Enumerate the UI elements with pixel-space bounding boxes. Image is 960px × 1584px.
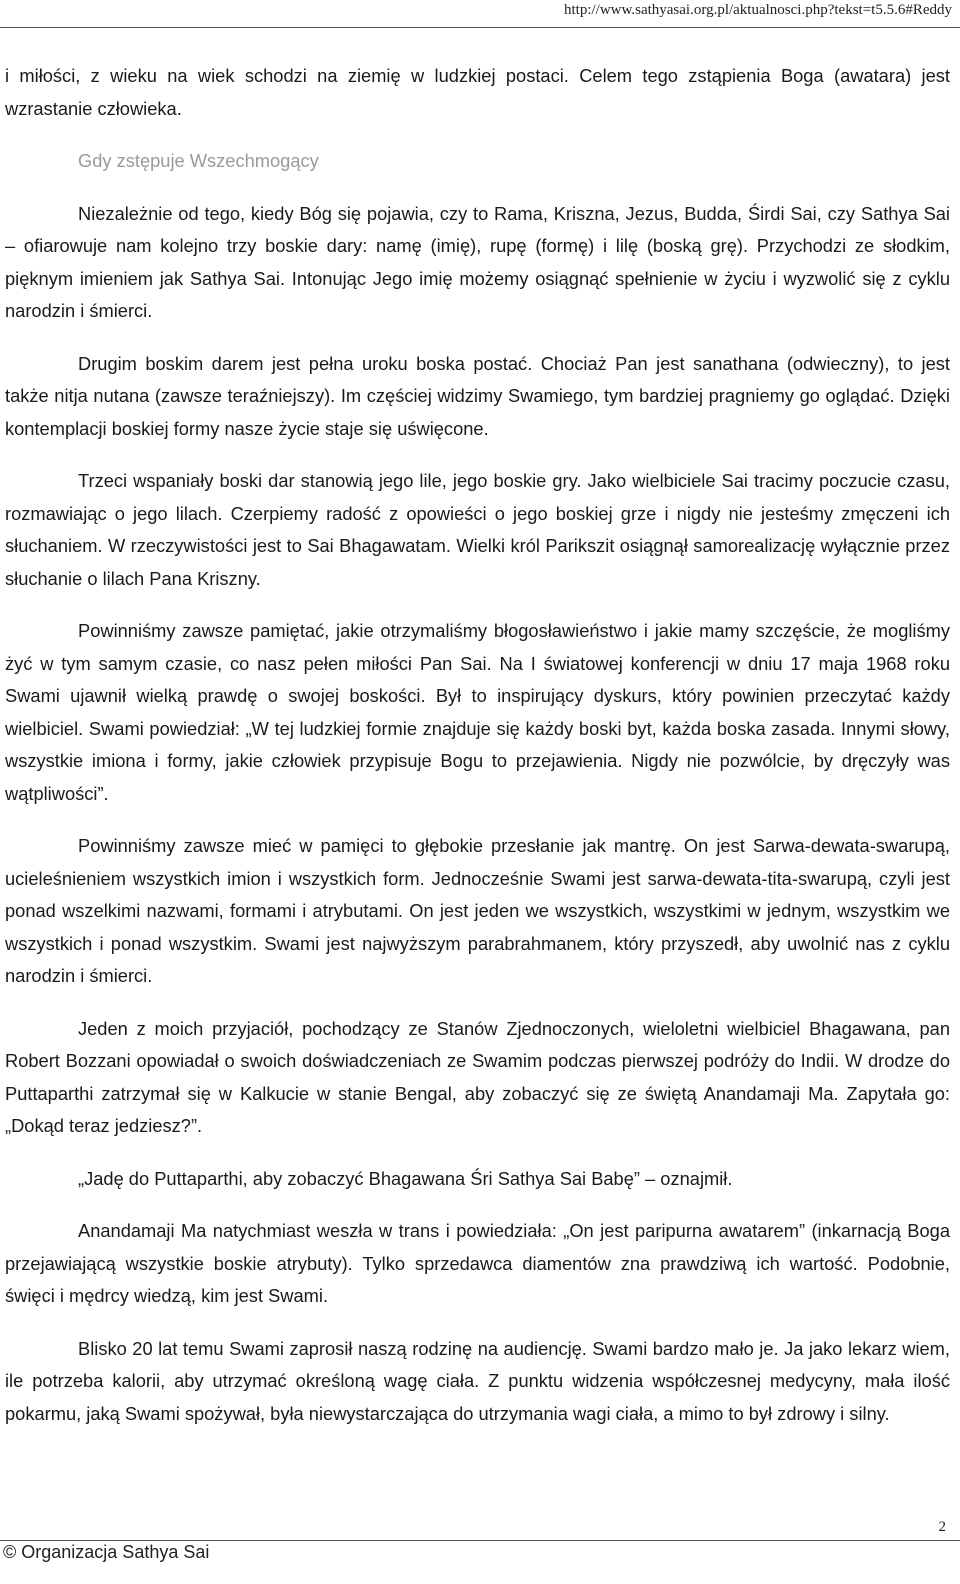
paragraph-5: Powinniśmy zawsze mieć w pamięci to głębokie przesłanie jak mantrę. On jest Sarwa-dewata-swarupą, ucieleśnieniem wszystkich imion i wszystkich form. Jednocześnie Swami jest sarwa-dewata-tita-swarupą, czyli jest ponad wszelkimi nazwami, formami i atrybutami. On jest jeden we wszystkich, wszystkimi w jednym, wszystkim we wszystkich i ponad wszystkim. Swami jest najwyższym parabrahmanem, który przyszedł, aby uwolnić nas z cyklu narodzin i śmierci. (5, 835, 950, 986)
footer-organization: © Organizacja Sathya Sai (3, 1542, 210, 1562)
article-body (5, 60, 950, 1450)
paragraph-4: Powinniśmy zawsze pamiętać, jakie otrzymaliśmy błogosławieństwo i jakie mamy szczęście, że mogliśmy żyć w tym samym czasie, co nasz pełen miłości Pan Sai. Na I światowej konferencji w dniu 17 maja 1968 roku Swami ujawnił wielką prawdę o swojej boskości. Był to inspirujący dyskurs, który powinien przeczytać każdy wielbiciel. Swami powiedział: „W tej ludzkiej formie znajduje się każdy boski byt, każda boska zasada. Innymi słowy, wszystkie imiona i formy, jakie człowiek przypisuje Bogu to przejawienia. Nigdy nie pozwólcie, by dręczyły was wątpliwości”. (5, 620, 950, 804)
intro-paragraph: i miłości, z wieku na wiek schodzi na ziemię w ludzkiej postaci. Celem tego zstąpienia Boga (awatara) jest wzrastanie człowieka. (5, 65, 950, 119)
header-source-url: http://www.sathyasai.org.pl/aktualnosci.php?tekst=t5.5.6#Reddy (564, 2, 952, 18)
paragraph-7: „Jadę do Puttaparthi, aby zobaczyć Bhagawana Śri Sathya Sai Babę” – oznajmił. (78, 1167, 733, 1189)
paragraph-2: Drugim boskim darem jest pełna uroku boska postać. Chociaż Pan jest sanathana (odwieczny), to jest także nitja nutana (zawsze teraźniejszy). Im częściej widzimy Swamiego, tym bardziej pragniemy go oglądać. Dzięki kontemplacji boskiej formy nasze życie staje się uświęcone. (5, 352, 950, 439)
paragraph-1: Niezależnie od tego, kiedy Bóg się pojawia, czy to Rama, Kriszna, Jezus, Budda, Śirdi Sai, czy Sathya Sai – ofiarowuje nam kolejno trzy boskie dary: namę (imię), rupę (formę) i lilę (boską grę). Przychodzi ze słodkim, pięknym imieniem jak Sathya Sai. Intonując Jego imię możemy osiągnąć spełnienie w życiu i wyzwolić się z cyklu narodzin i śmierci. (5, 202, 950, 321)
header-divider (0, 27, 960, 28)
paragraph-3: Trzeci wspaniały boski dar stanowią jego lile, jego boskie gry. Jako wielbiciele Sai tracimy poczucie czasu, rozmawiając o jego lilach. Czerpiemy radość z opowieści o jego boskiej grze i nigdy nie jesteśmy zmęczeni ich słuchaniem. W rzeczywistości jest to Sai Bhagawatam. Wielki król Parikszit osiągnął samorealizację wyłącznie przez słuchanie o lilach Pana Kriszny. (5, 470, 950, 589)
section-heading: Gdy zstępuje Wszechmogący (78, 150, 319, 171)
paragraph-9: Blisko 20 lat temu Swami zaprosił naszą rodzinę na audiencję. Swami bardzo mało je. Ja jako lekarz wiem, ile potrzeba kalorii, aby utrzymać określoną wagę ciała. Z punktu widzenia współczesnej medycyny, mała ilość pokarmu, jaką Swami spożywał, była niewystarczająca do utrzymania wagi ciała, a mimo to był zdrowy i silny. (5, 1337, 950, 1424)
paragraph-6: Jeden z moich przyjaciół, pochodzący ze Stanów Zjednoczonych, wieloletni wielbiciel Bhagawana, pan Robert Bozzani opowiadał o swoich doświadczeniach ze Swamim podczas pierwszej podróży do Indii. W drodze do Puttaparthi zatrzymał się w Kalkucie w stanie Bengal, aby zobaczyć się ze świętą Anandamaji Ma. Zapytała go: „Dokąd teraz jedziesz?”. (5, 1017, 950, 1136)
page-number: 2 (938, 1519, 946, 1535)
paragraph-8: Anandamaji Ma natychmiast weszła w trans i powiedziała: „On jest paripurna awatarem” (inkarnacją Boga przejawiającą wszystkie boskie atrybuty). Tylko sprzedawca diamentów zna prawdziwą ich wartość. Podobnie, święci i mędrcy wiedzą, kim jest Swami. (5, 1220, 950, 1306)
footer-divider (0, 1540, 960, 1541)
